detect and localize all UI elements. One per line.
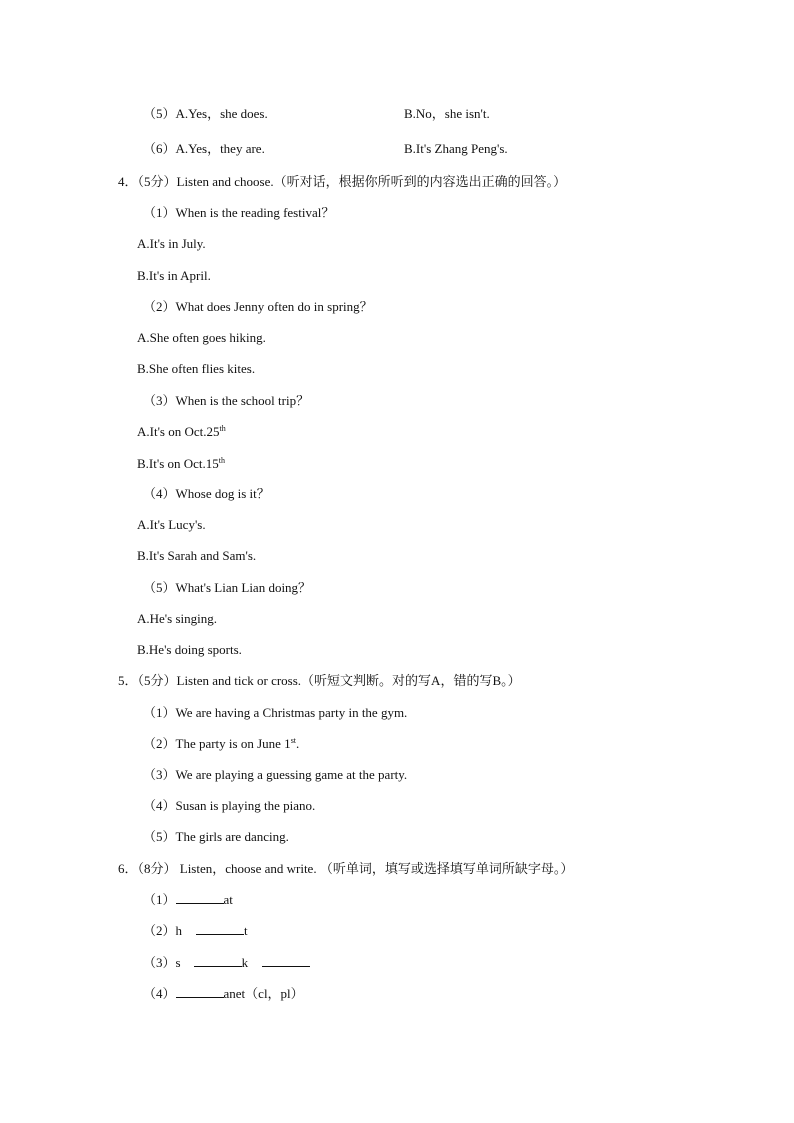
q6-item-4 bbox=[143, 986, 304, 1002]
q5-item-2-sup: st bbox=[290, 736, 297, 745]
q3-item-5-option-a-text: A.Yes，she does. bbox=[175, 106, 268, 121]
q6-title: 6．（8分） Listen，choose and write. （听单词，填写或选择填写单词所缺字母。） bbox=[118, 861, 574, 876]
q4-item-3-option-b bbox=[137, 456, 225, 472]
q3-item-6 bbox=[143, 141, 265, 157]
q6-item-2-blank[interactable] bbox=[196, 923, 244, 935]
q6-item-3 bbox=[143, 955, 310, 971]
q5-item-5: （5）The girls are dancing. bbox=[143, 829, 289, 844]
q6-item-1-number: （1） bbox=[143, 892, 176, 907]
q3-item-6-number: （6） bbox=[143, 141, 176, 156]
q5-item-2 bbox=[143, 736, 299, 752]
q4-item-5-question: （5）What's Lian Lian doing？ bbox=[143, 580, 312, 595]
q4-item-4-question: （4）Whose dog is it？ bbox=[143, 486, 270, 501]
q6-item-4-after: anet（cl，pl） bbox=[223, 986, 304, 1001]
q4-item-5-option-a: A.He's singing. bbox=[137, 611, 217, 626]
q6-item-2 bbox=[143, 923, 248, 939]
q4-item-1-option-a: A.It's in July. bbox=[137, 236, 206, 251]
q6-item-2-number: （2） bbox=[143, 923, 176, 938]
q4-item-3-option-a-sup: th bbox=[219, 424, 226, 433]
q4-item-4-option-b: B.It's Sarah and Sam's. bbox=[137, 548, 257, 563]
q4-item-2-option-b: B.She often flies kites. bbox=[137, 361, 256, 376]
q6-item-1-after: at bbox=[223, 892, 233, 907]
q6-item-3-blank-2[interactable] bbox=[262, 955, 310, 967]
q3-item-5-option-b: B.No，she isn't. bbox=[404, 106, 490, 121]
q6-item-3-before: s bbox=[175, 955, 181, 970]
q4-item-1-option-b: B.It's in April. bbox=[137, 268, 211, 283]
q3-item-6-option-a: A.Yes，they are. bbox=[175, 141, 265, 156]
q3-item-5-option-a: （5） bbox=[143, 106, 176, 121]
q6-item-4-blank[interactable] bbox=[176, 986, 224, 998]
q4-item-5-option-b: B.He's doing sports. bbox=[137, 642, 242, 657]
q6-item-2-before: h bbox=[175, 923, 183, 938]
q4-item-3-option-b-sup: th bbox=[218, 456, 226, 465]
q4-item-2-question: （2）What does Jenny often do in spring？ bbox=[143, 299, 373, 314]
q5-title: 5．（5分）Listen and tick or cross.（听短文判断。对的写A，错的写B。） bbox=[118, 673, 521, 688]
q4-item-1-question: （1）When is the reading festival？ bbox=[143, 205, 335, 220]
q5-item-1: （1）We are having a Christmas party in the gym. bbox=[143, 705, 408, 720]
q5-item-2-text: （2）The party is on June 1 bbox=[143, 736, 291, 751]
q4-title: 4．（5分）Listen and choose.（听对话，根据你所听到的内容选出正确的回答。） bbox=[118, 174, 567, 189]
q4-item-3-option-a bbox=[137, 424, 226, 440]
q6-item-1-blank[interactable] bbox=[176, 892, 224, 904]
q5-item-3: （3）We are playing a guessing game at the party. bbox=[143, 767, 408, 782]
q4-item-3-option-a-text: A.It's on Oct.25 bbox=[137, 424, 220, 439]
q3-item-6-option-b: B.It's Zhang Peng's. bbox=[404, 141, 508, 156]
q6-item-1 bbox=[143, 892, 233, 908]
q4-item-3-question: （3）When is the school trip？ bbox=[143, 393, 310, 408]
q6-item-3-number: （3） bbox=[143, 955, 176, 970]
q5-item-2-tail: . bbox=[296, 736, 300, 751]
q6-item-3-after: k bbox=[241, 955, 249, 970]
q4-item-4-option-a: A.It's Lucy's. bbox=[137, 517, 206, 532]
q4-item-2-option-a: A.She often goes hiking. bbox=[137, 330, 266, 345]
q6-item-4-number: （4） bbox=[143, 986, 176, 1001]
q5-item-4: （4）Susan is playing the piano. bbox=[143, 798, 316, 813]
q4-item-3-option-b-text: B.It's on Oct.15 bbox=[137, 456, 219, 471]
q6-item-3-blank-1[interactable] bbox=[194, 955, 242, 967]
q6-item-2-after: t bbox=[244, 923, 248, 938]
q3-item-5 bbox=[143, 106, 268, 122]
